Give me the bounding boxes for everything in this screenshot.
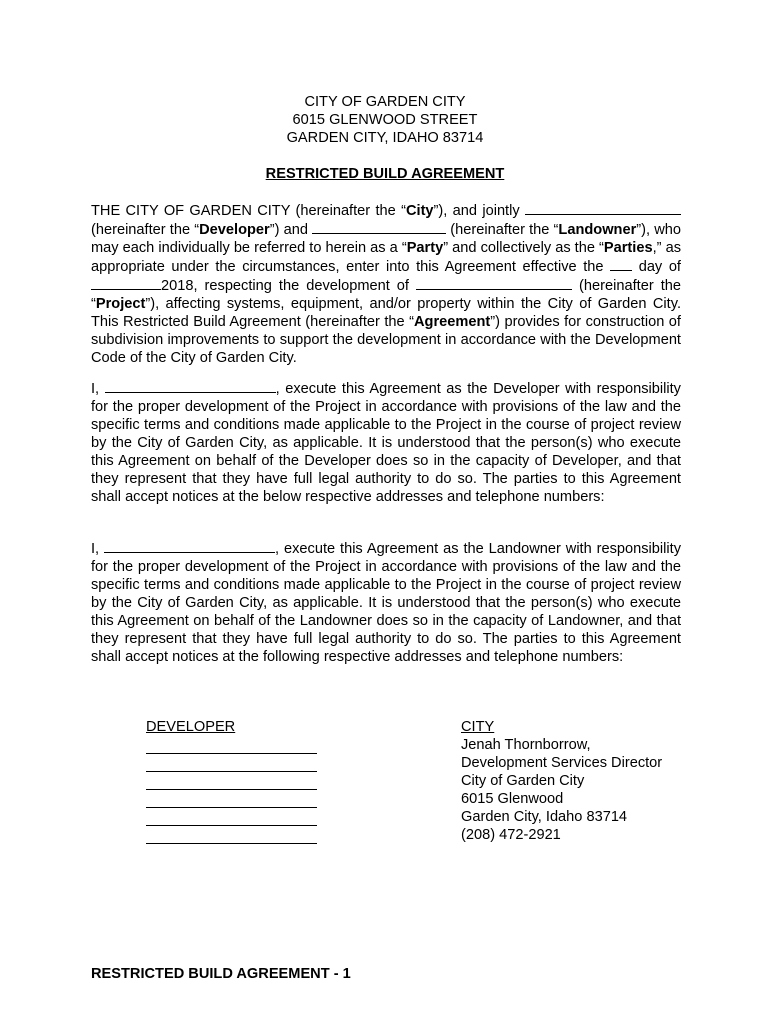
term-project: Project	[95, 296, 146, 312]
city-contact-city-state-zip: Garden City, Idaho 83714	[461, 809, 628, 825]
paragraph-landowner-execution: I, , execute this Agreement as the Landowner with responsibility for the proper development of the Project in accordance with provisions of the law and the specific terms and conditions made applicable to the Project in the course of project review by the City of Garden City, as applicable. It is understood that the person(s) who execute this Agreement on behalf of the Landowner does so in the capacity of Landowner, and that they represent that they have full legal authority to do so. The parties to this Agreement shall accept notices at the following respective addresses and telephone numbers:	[91, 541, 681, 665]
city-contact-street: 6015 Glenwood	[461, 791, 564, 807]
developer-heading: DEVELOPER	[146, 719, 236, 735]
term-city: City	[405, 203, 434, 219]
letterhead	[0, 93, 770, 147]
jointly-blank[interactable]	[525, 201, 681, 215]
developer-address-line[interactable]	[146, 737, 317, 754]
term-party: Party	[406, 240, 444, 256]
letterhead-street: 6015 GLENWOOD STREET	[292, 112, 478, 128]
developer-address-line[interactable]	[146, 755, 317, 772]
page-footer: RESTRICTED BUILD AGREEMENT - 1	[91, 966, 351, 982]
developer-signer-name-blank[interactable]	[105, 379, 276, 393]
effective-day-blank[interactable]	[610, 257, 632, 271]
term-developer: Developer	[199, 222, 270, 238]
term-parties: Parties	[603, 240, 653, 256]
city-contact-title: Development Services Director	[461, 755, 663, 771]
landowner-signer-name-blank[interactable]	[104, 539, 275, 553]
document-title: RESTRICTED BUILD AGREEMENT	[265, 166, 505, 182]
city-contact-phone: (208) 472-2921	[461, 827, 561, 843]
letterhead-city: CITY OF GARDEN CITY	[304, 94, 466, 110]
developer-contact-block	[146, 718, 326, 844]
city-contact-name: Jenah Thornborrow,	[461, 737, 591, 753]
developer-address-line[interactable]	[146, 791, 317, 808]
letterhead-city-state-zip: GARDEN CITY, IDAHO 83714	[286, 130, 484, 146]
landowner-name-blank[interactable]	[312, 220, 446, 234]
term-landowner: Landowner	[558, 222, 637, 238]
developer-address-line[interactable]	[146, 773, 317, 790]
developer-address-line[interactable]	[146, 809, 317, 826]
paragraph-developer-execution: I, , execute this Agreement as the Developer with responsibility for the proper development of the Project in accordance with provisions of the law and the specific terms and conditions made applicable to the Project in the course of project review by the City of Garden City, as applicable. It is understood that the person(s) who execute this Agreement on behalf of the Developer does so in the capacity of Developer, and that they represent that they have full legal authority to do so. The parties to this Agreement shall accept notices at the below respective addresses and telephone numbers:	[91, 381, 681, 505]
term-agreement: Agreement	[414, 314, 491, 330]
city-contact-block	[461, 718, 721, 844]
city-contact-org: City of Garden City	[461, 773, 585, 789]
developer-address-line[interactable]	[146, 827, 317, 844]
paragraph-parties: THE CITY OF GARDEN CITY (hereinafter the “City”), and jointly (hereinafter the “Developer”) and (hereinafter the “Landowner”), who may each individually be referred to herein as a “Party” and collectively as the “Parties,” as appropriate under the circumstances, enter into this Agreement effective the day of 2018, respecting the development of (hereinafter the “Project”), affecting systems, equipment, and/or property within the City of Garden City. This Restricted Build Agreement (hereinafter the “Agreement”) provides for construction of subdivision improvements to support the development in accordance with the Development Code of the City of Garden City.	[91, 203, 681, 366]
city-heading: CITY	[461, 719, 495, 735]
development-name-blank[interactable]	[416, 276, 572, 290]
effective-month-blank[interactable]	[91, 276, 161, 290]
